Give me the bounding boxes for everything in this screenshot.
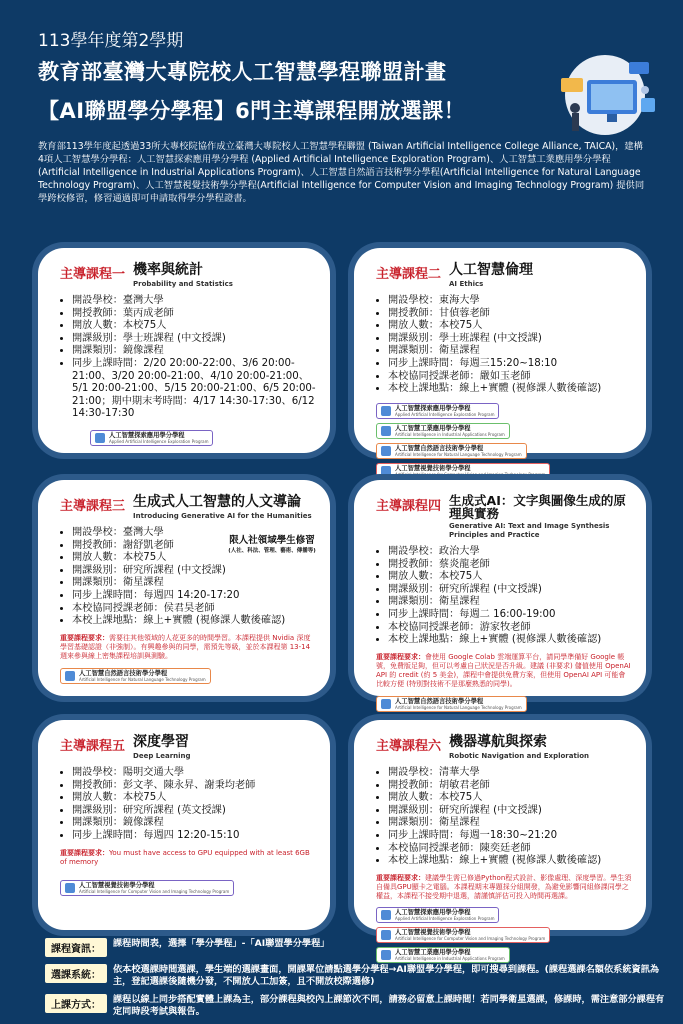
program-badge-explore bbox=[90, 430, 213, 446]
course-detail-item: • 開課級別：研究所課程 (中文授課) bbox=[72, 565, 316, 578]
program-name: 人工智慧視覺技術學分學程 bbox=[395, 464, 471, 472]
course-title: 機率與統計 bbox=[133, 262, 204, 278]
program-badge-vision bbox=[60, 880, 234, 896]
program-icon bbox=[95, 433, 105, 443]
program-icon bbox=[381, 446, 391, 456]
course-title-en: Deep Learning bbox=[133, 752, 191, 760]
program-badge-industry bbox=[376, 423, 510, 439]
course-detail-item: • 開授教師：葉丙成老師 bbox=[72, 308, 316, 321]
program-name-en: Artificial Intelligence in Industrial Applications Program bbox=[395, 955, 505, 961]
requirement-label: 重要課程要求： bbox=[60, 848, 109, 857]
program-name: 人工智慧工業應用學分學程 bbox=[395, 948, 471, 956]
course-detail-item: • 開設學校：臺灣大學 bbox=[72, 295, 316, 308]
course-detail-item: • 開設學校：臺灣大學 bbox=[72, 527, 316, 540]
program-icon bbox=[381, 406, 391, 416]
info-enrollment-system bbox=[45, 964, 665, 988]
course-detail-item: • 開課級別：研究所課程 (英文授課) bbox=[72, 805, 316, 818]
course-number: 主導課程六 bbox=[376, 739, 442, 754]
course-requirement bbox=[376, 653, 632, 689]
course-detail-item: • 開課類別：衛星課程 bbox=[72, 577, 316, 590]
course-number: 主導課程一 bbox=[60, 267, 126, 282]
course-detail-item: • 同步上課時間：每週三15:20~18:10 bbox=[388, 358, 632, 371]
course-detail-item: • 開放人數：本校75人 bbox=[388, 320, 632, 333]
course-detail-item: • 開放人數：本校75人 bbox=[72, 552, 316, 565]
course-requirement bbox=[376, 874, 632, 901]
course-detail-item: • 開課級別：學士班課程 (中文授課) bbox=[72, 333, 316, 346]
course-detail-item: • 同步上課時間：2/20 20:00-22:00、3/6 20:00-21:00、3/20 20:00-21:00、4/10 20:00-21:00、5/1 20:00-21:00、5/15 20:00-21:00、6/5 20:00-21:00；期中期末考時間：4/17 14:30-17:30、6/12 14:30-17:30 bbox=[72, 358, 316, 421]
course-number: 主導課程二 bbox=[376, 267, 442, 282]
course-detail-item: • 開放人數：本校75人 bbox=[388, 571, 632, 584]
course-detail-item: • 開設學校：政治大學 bbox=[388, 546, 632, 559]
course-title: 生成式人工智慧的人文導論 bbox=[133, 494, 302, 510]
course-card-4 bbox=[354, 480, 646, 710]
course-detail-item: • 同步上課時間：每週二 16:00-19:00 bbox=[388, 609, 632, 622]
course-card-6 bbox=[354, 720, 646, 961]
program-name: 人工智慧自然語言技術學分學程 bbox=[79, 669, 168, 677]
info-text: 課程以線上同步搭配實體上課為主，部分課程與校內上課節次不同，請務必留意上課時間！若同學衛星選課，修課時，需注意部分課程有定同時段考試與報告。 bbox=[113, 994, 665, 1017]
course-detail-item: • 開課類別：衛星課程 bbox=[388, 345, 632, 358]
page-title-line1: 教育部臺灣大專院校人工智慧學程聯盟計畫 bbox=[38, 60, 447, 84]
course-card-5 bbox=[38, 720, 330, 930]
info-text[interactable]: 課程時間表，選擇「學分學程」-「AI聯盟學分學程」 bbox=[113, 938, 330, 949]
program-badge-explore bbox=[376, 403, 499, 419]
course-details bbox=[60, 767, 316, 843]
program-icon bbox=[65, 883, 75, 893]
course-title: 機器導航與探索 bbox=[449, 734, 548, 750]
requirement-text: 建議學生需已修過Python程式設計、影像處理、深度學習。學生須自備具GPU顯卡之電腦。本課程期末專題採分組開發，為避免影響同組修課同學之權益，本課程不接受期中退選，請謹慎評估可投入時間再選課。 bbox=[376, 873, 632, 900]
course-detail-item: • 開課級別：研究所課程 (中文授課) bbox=[388, 584, 632, 597]
program-name-en: Artificial Intelligence in Industrial Applications Program bbox=[395, 431, 505, 437]
course-detail-item: • 開課級別：研究所課程 (中文授課) bbox=[388, 805, 632, 818]
course-detail-item: • 開課類別：鏡像課程 bbox=[72, 817, 316, 830]
course-detail-item: • 本校協同授課老師：嚴如玉老師 bbox=[388, 371, 632, 384]
info-label: 上課方式： bbox=[45, 994, 107, 1013]
restriction-badge bbox=[228, 532, 316, 554]
program-name: 人工智慧探索應用學分學程 bbox=[109, 431, 185, 439]
course-number: 主導課程五 bbox=[60, 739, 126, 754]
course-detail-item: • 開設學校：東海大學 bbox=[388, 295, 632, 308]
program-name-en: Applied Artificial Intelligence Exploration Program bbox=[395, 411, 495, 417]
info-class-mode bbox=[45, 994, 665, 1018]
course-details bbox=[60, 295, 316, 421]
course-requirement bbox=[60, 634, 316, 661]
course-title-en: Probability and Statistics bbox=[133, 280, 233, 288]
program-icon bbox=[381, 426, 391, 436]
info-course-schedule bbox=[45, 935, 665, 957]
restriction-text: 限人社領域學生修習 bbox=[229, 535, 315, 546]
course-detail-item: • 本校上課地點：線上+實體 (視修課人數後確認) bbox=[388, 855, 632, 868]
program-name: 人工智慧視覺技術學分學程 bbox=[395, 928, 471, 936]
course-detail-item: • 開課類別：衛星課程 bbox=[388, 817, 632, 830]
requirement-label: 重要課程要求： bbox=[60, 633, 109, 642]
requirement-text: 需要往其他領域的人花更多的時間學習。本課程提供 Nvidia 深度學習基礎認證（非強制）。有興趣參與的同學，需預先等級，並於本課程第 13-14 週來參與線上密集課程培訓與測驗。 bbox=[60, 633, 311, 660]
course-detail-item: • 開放人數：本校75人 bbox=[72, 320, 316, 333]
course-title-en: Robotic Navigation and Exploration bbox=[449, 752, 590, 760]
course-detail-item: • 同步上課時間：每週一18:30~21:20 bbox=[388, 830, 632, 843]
course-detail-item: • 本校協同授課老師：游家牧老師 bbox=[388, 622, 632, 635]
program-icon bbox=[381, 699, 391, 709]
program-name: 人工智慧自然語言技術學分學程 bbox=[395, 697, 484, 705]
course-card-2 bbox=[354, 248, 646, 477]
program-name: 人工智慧自然語言技術學分學程 bbox=[395, 444, 484, 452]
course-title: 人工智慧倫理 bbox=[449, 262, 534, 278]
program-name: 人工智慧探索應用學分學程 bbox=[395, 404, 471, 412]
course-requirement bbox=[60, 849, 316, 867]
course-number: 主導課程三 bbox=[60, 499, 126, 514]
program-badge-vision bbox=[376, 463, 550, 479]
course-detail-item: • 本校協同授課老師：侯君昊老師 bbox=[72, 603, 316, 616]
course-title-en: Introducing Generative AI for the Humanities bbox=[133, 512, 312, 520]
course-detail-item: • 本校上課地點：線上+實體 (視修課人數後確認) bbox=[388, 634, 632, 647]
program-badge-nlp bbox=[60, 668, 211, 684]
course-detail-item: • 開課級別：學士班課程 (中文授課) bbox=[388, 333, 632, 346]
info-text: 依本校選課時間選課，學生端的選課畫面，開課單位請點選學分學程→AI聯盟學分學程，即可搜尋到課程。(課程選課名額依系統資訊為主，登記選課後隨機分發，不開放人工加簽，且不開放校際選修) bbox=[113, 964, 660, 987]
restriction-subtext: (人社、科法、管理、藝術、傳播等) bbox=[228, 548, 316, 554]
program-name-en: Applied Artificial Intelligence Exploration Program bbox=[109, 438, 209, 444]
requirement-label: 重要課程要求： bbox=[376, 873, 425, 882]
requirement-label: 重要課程要求： bbox=[376, 652, 425, 661]
program-name-en: Artificial Intelligence for Computer Vision and Imaging Technology Program bbox=[395, 935, 546, 941]
course-detail-item: • 開授教師：彭文孝、陳永昇、謝秉均老師 bbox=[72, 780, 316, 793]
program-name-en: Artificial Intelligence for Natural Language Technology Program bbox=[79, 676, 206, 682]
program-icon bbox=[381, 466, 391, 476]
course-detail-item: • 開放人數：本校75人 bbox=[72, 792, 316, 805]
course-number: 主導課程四 bbox=[376, 499, 442, 514]
program-icon bbox=[65, 671, 75, 681]
program-name-en: Artificial Intelligence for Natural Language Technology Program bbox=[395, 451, 522, 457]
course-detail-item: • 開授教師：甘偵蓉老師 bbox=[388, 308, 632, 321]
course-detail-item: • 開課類別：衛星課程 bbox=[388, 596, 632, 609]
term-label: 113學年度第2學期 bbox=[38, 31, 184, 51]
info-label: 課程資訊： bbox=[45, 938, 107, 957]
program-name: 人工智慧工業應用學分學程 bbox=[395, 424, 471, 432]
program-name-en: Applied Artificial Intelligence Exploration Program bbox=[395, 915, 495, 921]
program-name: 人工智慧探索應用學分學程 bbox=[395, 908, 471, 916]
program-badge-nlp bbox=[376, 696, 527, 712]
requirement-text: 會使用 Google Colab 雲端運算平台，請同學準備好 Google 帳號，免費版足夠，但可以考慮自己狀況是否升級。建議 (非要求) 儲值使用 OpenAI API 的 credit (約 5 美金)，課程中會提供免費方案，但使用 OpenAI API 可能會比較方便 (特別對技術不是那麼熟悉的同學)。 bbox=[376, 652, 631, 688]
intro-paragraph: 教育部113學年度起透過33所大專校院協作成立臺灣大專院校人工智慧學程聯盟 (Taiwan Artificial Intelligence College Alliance, TAICA)，建構4項人工智慧學分學程：人工智慧探索應用學分學程 (Applied Artificial Intelligence Exploration Program)、人工智慧工業應用學分學程(Artificial Intelligence in Industrial Applications Program)、人工智慧自然語言技術學分學程(Artificial Intelligence for Natural Language Technology Program)、人工智慧視覺技術學分學程(Artificial Intelligence for Computer Vision and Imaging Technology Program) 提供同學跨校修習，修習通過即可申請取得學分學程證書。 bbox=[38, 141, 645, 204]
course-details bbox=[376, 546, 632, 647]
course-detail-item: • 開放人數：本校75人 bbox=[388, 792, 632, 805]
course-detail-item: • 開設學校：陽明交通大學 bbox=[72, 767, 316, 780]
course-detail-item: • 同步上課時間：每週四 14:20-17:20 bbox=[72, 590, 316, 603]
program-name-en: Artificial Intelligence for Computer Vision and Imaging Technology Program bbox=[395, 471, 546, 477]
course-details bbox=[376, 295, 632, 396]
course-title-en: Generative AI: Text and Image Synthesis Principles and Practice bbox=[449, 522, 610, 539]
course-detail-item: • 同步上課時間：每週四 12:20-15:10 bbox=[72, 830, 316, 843]
program-badge-nlp bbox=[376, 443, 527, 459]
hero-illustration bbox=[545, 50, 665, 140]
program-name-en: Artificial Intelligence for Natural Language Technology Program bbox=[395, 704, 522, 710]
course-title: 深度學習 bbox=[133, 734, 190, 750]
requirement-text: You must have access to GPU equipped with at least 6GB of memory bbox=[60, 848, 310, 866]
course-detail-item: • 開授教師：謝舒凱老師 bbox=[72, 540, 316, 553]
program-badge-explore bbox=[376, 907, 499, 923]
program-name: 人工智慧視覺技術學分學程 bbox=[79, 881, 155, 889]
program-name-en: Artificial Intelligence for Computer Vision and Imaging Technology Program bbox=[79, 888, 230, 894]
course-detail-item: • 本校上課地點：線上+實體 (視修課人數後確認) bbox=[388, 383, 632, 396]
course-details bbox=[376, 767, 632, 868]
course-detail-item: • 開授教師：胡敏君老師 bbox=[388, 780, 632, 793]
course-card-3 bbox=[38, 480, 330, 696]
course-detail-item: • 本校協同授課老師：陳奕廷老師 bbox=[388, 843, 632, 856]
course-card-1 bbox=[38, 248, 330, 453]
course-detail-item: • 開授教師：蔡炎龍老師 bbox=[388, 559, 632, 572]
program-icon bbox=[381, 910, 391, 920]
page-title-line2: 【AI聯盟學分學程】6門主導課程開放選課！ bbox=[38, 99, 466, 123]
course-detail-item: • 開設學校：清華大學 bbox=[388, 767, 632, 780]
course-detail-item: • 開課類別：鏡像課程 bbox=[72, 345, 316, 358]
course-detail-item: • 本校上課地點：線上+實體 (視修課人數後確認) bbox=[72, 615, 316, 628]
course-title: 生成式AI：文字與圖像生成的原理與實務 bbox=[449, 493, 626, 521]
info-label: 選課系統： bbox=[45, 964, 107, 983]
course-title-en: AI Ethics bbox=[449, 280, 484, 288]
